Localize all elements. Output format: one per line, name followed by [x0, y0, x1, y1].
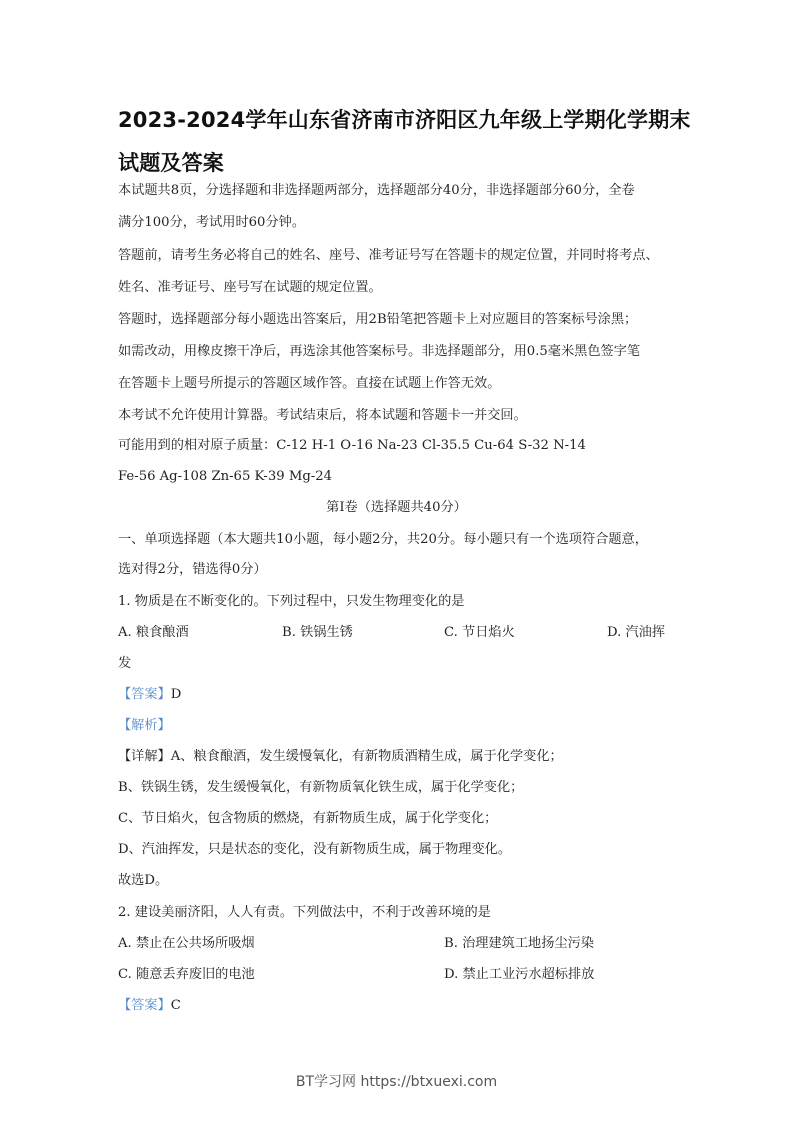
detail-line — [118, 748, 688, 766]
option-d-wrap: 发 — [118, 656, 132, 671]
instruction-line: 本考试不允许使用计算器。考试结束后，将本试题和答题卡一并交回。 — [118, 408, 527, 423]
detail-line: D、汽油挥发，只是状态的变化，没有新物质生成，属于物理变化。 — [118, 842, 512, 857]
instruction-line: 本试题共8页，分选择题和非选择题两部分，选择题部分40分，非选择题部分60分，全卷 — [118, 183, 635, 198]
answer-label: 【答案】 — [118, 998, 171, 1013]
instruction-line: 姓名、准考证号、座号写在试题的规定位置。 — [118, 280, 382, 295]
answer-value: D — [170, 687, 182, 702]
answer-value: C — [170, 998, 181, 1013]
footer-watermark: BT学习网 https://btxuexi.com — [295, 1074, 498, 1090]
atomic-mass-line: 可能用到的相对原子质量：C-12 H-1 O-16 Na-23 Cl-35.5 Cu-64 S-32 N-14 — [118, 438, 586, 453]
instruction-line: 如需改动，用橡皮擦干净后，再选涂其他答案标号。非选择题部分，用0.5毫米黑色签字笔 — [118, 344, 641, 359]
option-b: B. 治理建筑工地扬尘污染 — [444, 936, 594, 951]
instruction-line: 答题前，请考生务必将自己的姓名、座号、准考证号写在答题卡的规定位置，并同时将考点、 — [118, 248, 659, 263]
section-title: 第Ⅰ卷（选择题共40分） — [326, 500, 467, 515]
option-b: B. 铁锅生锈 — [282, 625, 353, 640]
option-c: C. 随意丢弃废旧的电池 — [118, 967, 255, 982]
conclusion-line: 故选D。 — [118, 873, 169, 888]
part-heading: 选对得2分，错选得0分） — [118, 562, 267, 577]
option-d: D. 汽油挥 — [607, 625, 666, 640]
instruction-line: 满分100分，考试用时60分钟。 — [118, 215, 306, 230]
analysis-label: 【解析】 — [118, 718, 171, 733]
detail-line: B、铁锅生锈，发生缓慢氧化，有新物质氧化铁生成，属于化学变化； — [118, 780, 524, 795]
instruction-line: 在答题卡上题号所提示的答题区域作答。直接在试题上作答无效。 — [118, 376, 501, 391]
detail-text: A、粮食酿酒，发生缓慢氧化，有新物质酒精生成，属于化学变化； — [170, 749, 563, 764]
question-stem: 1. 物质是在不断变化的。下列过程中，只发生物理变化的是 — [118, 594, 465, 609]
document-title-line-1: 2023-2024学年山东省济南市济阳区九年级上学期化学期末 — [118, 108, 691, 132]
instruction-line: 答题时，选择题部分每小题选出答案后，用2B铅笔把答题卡上对应题目的答案标号涂黑； — [118, 312, 638, 327]
option-a: A. 粮食酿酒 — [118, 625, 189, 640]
option-a: A. 禁止在公共场所吸烟 — [118, 936, 255, 951]
atomic-mass-line: Fe-56 Ag-108 Zn-65 K-39 Mg-24 — [118, 469, 333, 484]
answer-line — [118, 686, 688, 704]
answer-label: 【答案】 — [118, 687, 171, 702]
option-d: D. 禁止工业污水超标排放 — [444, 967, 595, 982]
part-heading: 一、单项选择题（本大题共10小题，每小题2分，共20分。每小题只有一个选项符合题意， — [118, 532, 648, 547]
detail-label: 【详解】 — [118, 749, 171, 764]
document-title-line-2: 试题及答案 — [118, 151, 224, 175]
option-c: C. 节日焰火 — [444, 625, 515, 640]
answer-line — [118, 997, 688, 1015]
question-stem: 2. 建设美丽济阳，人人有责。下列做法中，不利于改善环境的是 — [118, 905, 491, 920]
detail-line: C、节日焰火，包含物质的燃烧，有新物质生成，属于化学变化； — [118, 811, 498, 826]
